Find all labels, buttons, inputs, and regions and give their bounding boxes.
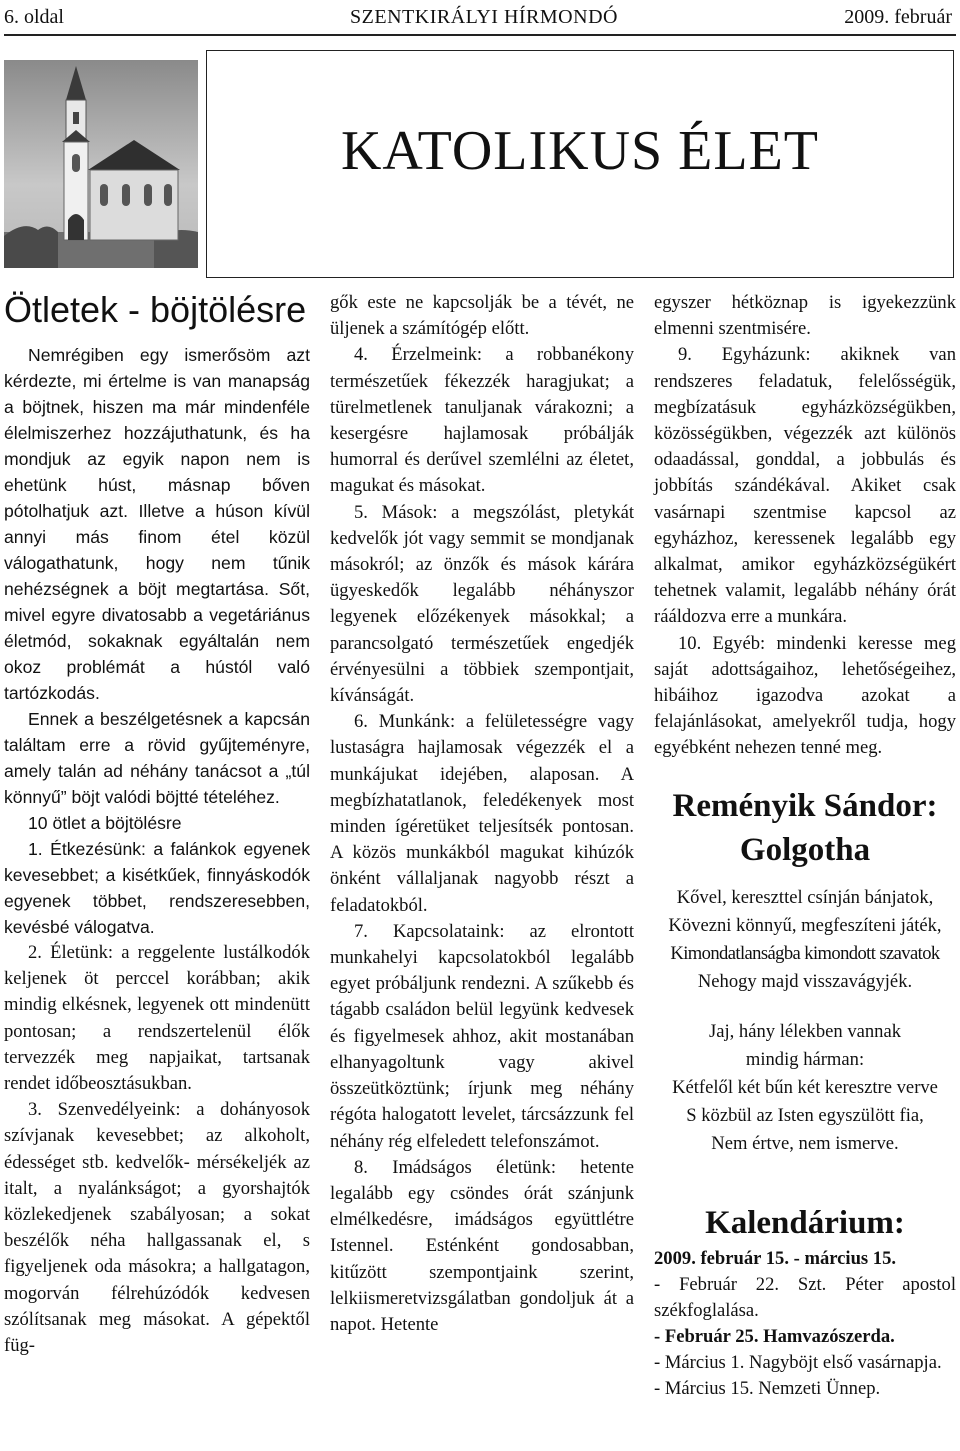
poem-line: Kővel, kereszttel csínján bánjatok, [676, 886, 934, 908]
publication-name: SZENTKIRÁLYI HÍRMONDÓ [350, 6, 618, 28]
church-photo [4, 60, 198, 268]
article-column-3 [654, 290, 956, 1402]
list-item: 2. Életünk: a reggelente lustálkodók keljenek öt perccel korábban; akik mindig elkésnek, legyenek ott mindenütt pontosan; a rendszertelenül élők tervezzék meg napjaikat, tartsanak rendet időbeosztásukban. [4, 942, 310, 1095]
list-item: 7. Kapcsolataink: az elrontott munkahelyi kapcsolatokból legalább egyet próbáljunk rendezni. A szűkebb és tágabb családon belül legyünk kedvesek és figyelmesek ahhoz, akit mostanában elhanyagoltunk vagy akivel összeütköztünk; írjunk meg néhány régóta halogatott levelet, tárcsázzunk fel néhány rég elfeledett telefonszámot. [330, 920, 634, 1152]
list-heading: 10 ötlet a böjtölésre [28, 813, 182, 833]
poem-name: Golgotha [739, 831, 871, 868]
poem-line: mindig hárman: [745, 1048, 865, 1070]
page-header [4, 0, 956, 36]
poem-line: S közbül az Isten egyszülött fia, [686, 1104, 924, 1126]
list-item: 8. Imádságos életünk: hetente legalább egy csöndes órát szánjunk elmélkedésre, imádságos együttlétre Istennel. Esténként gondosabban, kitűzött szempontjaink szerint, lelkiismeretvizsgálatban gondoljuk át a napot. Hetente [330, 1156, 634, 1335]
list-item: 10. Egyéb: mindenki keresse meg saját adottságaihoz, lehetőségeihez, hibáihoz igazodva azokat a felajánlásokat, amelyekről tudja, hogy egyébként nehezen tenné meg. [654, 632, 956, 759]
poem-line: Kimondatlanságba kimondott szavatok [670, 942, 940, 964]
calendar-item: - Február 25. Hamvazószerda. [654, 1325, 895, 1347]
poem-author: Reményik Sándor: [672, 787, 938, 824]
poem-line: Kétfelől két bűn két keresztre verve [672, 1076, 938, 1098]
list-item: 5. Mások: a megszólást, pletykát kedvelők jót vagy semmit se mondjanak másokról; az önzők és mások kárára ügyeskedők legalább néhányszor legyenek előzékenyek másokkal; a parancsolgató természetűek engedjék érvényesülni a többiek szempontjait, kívánságát. [330, 501, 634, 707]
paragraph: gők este ne kapcsolják be a tévét, ne üljenek a számítógép előtt. [330, 292, 634, 340]
calendar-title: Kalendárium: [705, 1204, 905, 1241]
article-title: Ötletek - böjtölésre [4, 289, 307, 330]
article-column-1 [4, 290, 310, 1359]
poem-body [654, 884, 956, 1158]
poem-title [654, 784, 956, 872]
paragraph: Nemrégiben egy ismerősöm azt kérdezte, mi értelme is van manapság a böjtnek, hiszen ma már mindenféle élelmiszerhez hozzájuthatunk, és ha mondjuk az egyik napon nem is ehetünk húst, másnap bőven pótolhatjuk azt. Illetve a húson kívül annyi más finom étel közül válogathatunk, hogy nem tűnik nehézségnek a böjt megtartása. Sőt, mivel egyre divatosabb a vegetáriánus életmód, sokaknak egyáltalán nem okoz problémát a hústól való tartózkodás. [4, 345, 310, 703]
list-item: 3. Szenvedélyeink: a dohányosok szívjanak kevesebbet; az alkoholt, édességet stb. kedvelők- mérsékeljék az italt, a nyalánkságot; a gyorshajtók közlekedjenek szabályosan; a sokat beszélők néha hallgassanak el, s figyeljenek oda másokra; a hallgatagon, mogorván félrehúzódók kedvesen szólítsanak meg másokat. A gépektől füg- [4, 1099, 310, 1357]
calendar-item: - Február 22. Szt. Péter apostol székfoglalása. [654, 1273, 956, 1321]
page-number: 6. oldal [4, 6, 64, 28]
list-item: 6. Munkánk: a felületességre vagy lustaságra hajlamosak végezzék el a munkájukat idejében, alaposan. A megbízhatatlanok, feledékenyek most minden ígéretüket teljesítsék pontosan. A közös munkákból magukat kihúzók önként vállaljanak nagyobb részt a feladatokból. [330, 711, 634, 916]
section-banner [206, 50, 954, 278]
paragraph: egyszer hétköznap is igyekezzünk elmenni szentmisére. [654, 292, 956, 340]
calendar-item: - Március 1. Nagyböjt első vasárnapja. [654, 1351, 942, 1373]
calendar-section [654, 1204, 956, 1402]
list-item: 4. Érzelmeink: a robbanékony természetűek fékezzék haragjukat; a türelmetlenek tanuljanak várakozni; a kesergésre hajlamosak próbálják humorral és derűvel szemlélni az életet, magukat és másokat. [330, 344, 634, 497]
article-column-2 [330, 290, 634, 1338]
calendar-range: 2009. február 15. - március 15. [654, 1247, 897, 1269]
poem-line: Nehogy majd visszavágyjék. [697, 970, 913, 992]
calendar-item: - Március 15. Nemzeti Ünnep. [654, 1377, 881, 1399]
poem-line: Jaj, hány lélekben vannak [708, 1020, 902, 1042]
issue-date: 2009. február [844, 6, 952, 28]
paragraph: Ennek a beszélgetésnek a kapcsán találtam erre a rövid gyűjteményre, amely talán ad néhány tanácsot a „túl könnyű” böjt valódi böjtté tételéhez. [4, 709, 310, 807]
poem-line: Nem értve, nem ismerve. [711, 1132, 899, 1154]
list-item: 1. Étkezésünk: a falánkok egyenek kevesebbet; a kisétkűek, finnyáskodók egyenek többet, rendszeresebben, kevésbé válogatva. [4, 839, 310, 937]
list-item: 9. Egyházunk: akiknek van rendszeres feladatuk, felelősségük, megbízatásuk egyházközségükben, közösségükben, végezzék azt különös odaadással, gonddal, a jobbulás és jobbítás szándékával. Akiket csak vasárnapi szentmise kapcsol az egyházhoz, keressenek legalább egy alkalmat, amikor egyházközségükért tehetnek valamit, legalább néhány órát rááldozva erre a munkára. [654, 344, 956, 628]
poem-line: Kövezni könnyű, megfeszíteni játék, [668, 914, 942, 936]
section-title: KATOLIKUS ÉLET [340, 120, 820, 182]
